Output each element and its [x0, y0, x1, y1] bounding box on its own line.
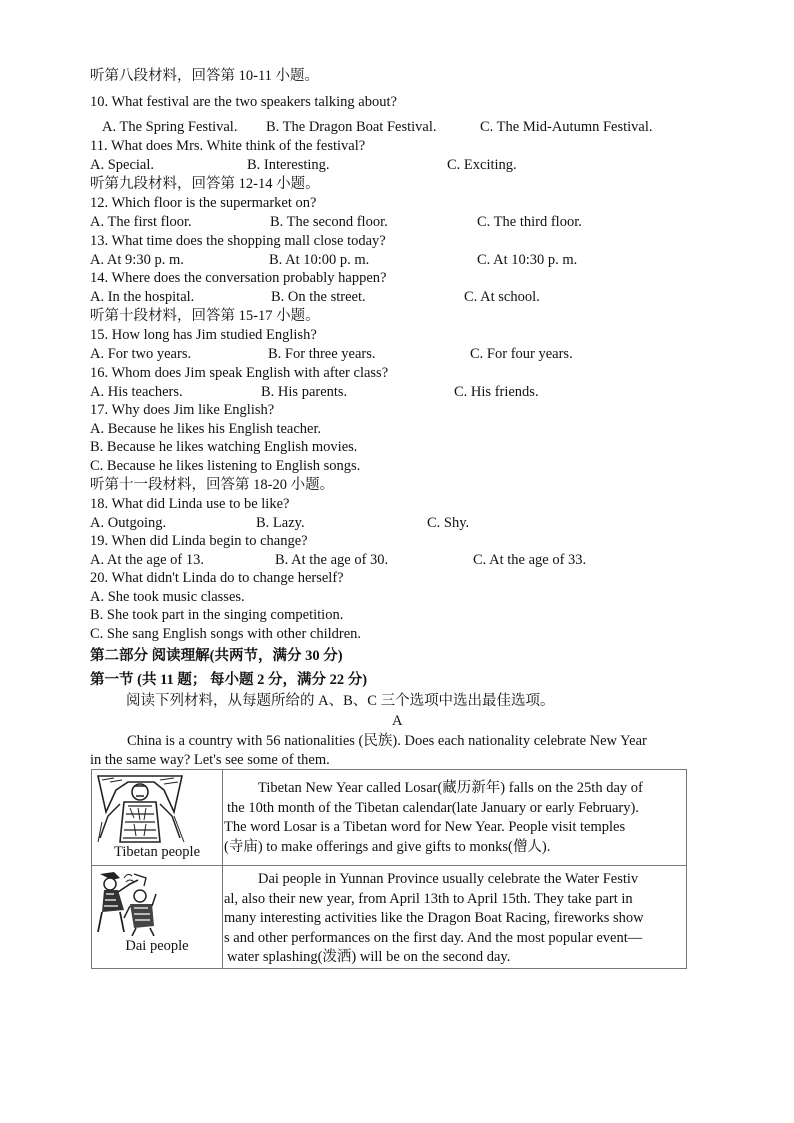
- option-b: B. His parents.: [261, 384, 348, 400]
- question-10: 10. What festival are the two speakers talking about?: [90, 94, 397, 110]
- tibetan-description: [223, 770, 686, 865]
- question-17-option-a: A. Because he likes his English teacher.: [90, 421, 322, 437]
- listening-heading-8: 听第八段材料，回答第 10-11 小题。: [90, 68, 320, 84]
- question-11-options: [90, 156, 730, 174]
- option-b: B. Interesting.: [247, 157, 330, 173]
- question-14-options: [90, 288, 730, 306]
- option-c: C. The third floor.: [477, 214, 582, 230]
- option-a: A. The Spring Festival.: [102, 119, 238, 135]
- option-b: B. On the street.: [271, 289, 366, 305]
- option-a: A. Special.: [90, 157, 155, 173]
- option-c: C. The Mid-Autumn Festival.: [480, 119, 653, 135]
- option-c: C. For four years.: [470, 346, 573, 362]
- tibetan-line-3: The word Losar is a Tibetan word for New Year. People visit temples: [224, 819, 626, 835]
- listening-heading-10: 听第十段材料，回答第 15-17 小题。: [90, 308, 320, 324]
- question-17-option-b: B. Because he likes watching English movies.: [90, 439, 358, 455]
- option-c: C. At the age of 33.: [473, 552, 587, 568]
- dai-figures-illustration: [94, 870, 158, 936]
- question-10-options: [90, 118, 730, 136]
- option-a: A. In the hospital.: [90, 289, 195, 305]
- dai-description: [223, 866, 686, 968]
- listening-heading-9: 听第九段材料，回答第 12-14 小题。: [90, 176, 320, 192]
- option-a: A. At the age of 13.: [90, 552, 204, 568]
- question-16: 16. Whom does Jim speak English with after class?: [90, 365, 389, 381]
- option-b: B. The Dragon Boat Festival.: [266, 119, 437, 135]
- dai-picture-cell: [92, 866, 223, 968]
- option-b: B. Lazy.: [256, 515, 305, 531]
- dai-line-4: s and other performances on the first day. And the most popular event—: [224, 929, 643, 946]
- intro-line-2: in the same way? Let's see some of them.: [90, 752, 330, 768]
- listening-heading-11: 听第十一段材料，回答第 18-20 小题。: [90, 477, 335, 493]
- dai-line-5: water splashing(泼洒) will be on the second day.: [227, 949, 511, 965]
- question-11: 11. What does Mrs. White think of the festival?: [90, 138, 366, 154]
- option-a: A. For two years.: [90, 346, 192, 362]
- option-a: A. The first floor.: [90, 214, 192, 230]
- option-a: A. His teachers.: [90, 384, 183, 400]
- dai-line-2: al, also their new year, from April 13th to April 15th. They take part in: [224, 890, 633, 907]
- section-one-heading: 第一节 (共 11 题； 每小题 2 分，满分 22 分): [90, 672, 368, 688]
- option-c: C. His friends.: [454, 384, 539, 400]
- table-row-tibetan: [92, 770, 686, 866]
- question-17-option-c: C. Because he likes listening to English songs.: [90, 458, 361, 474]
- question-20-option-b: B. She took part in the singing competition.: [90, 607, 344, 623]
- option-b: B. The second floor.: [270, 214, 388, 230]
- tibetan-line-2: the 10th month of the Tibetan calendar(late January or early February).: [227, 799, 639, 816]
- question-15: 15. How long has Jim studied English?: [90, 327, 317, 343]
- question-19-options: [90, 551, 730, 569]
- tibetan-line-4: (寺庙) to make offerings and give gifts to monks(僧人).: [224, 838, 551, 855]
- nationality-table: [91, 769, 687, 969]
- dai-line-3: many interesting activities like the Dragon Boat Racing, fireworks show: [224, 910, 644, 926]
- question-14: 14. Where does the conversation probably happen?: [90, 270, 387, 286]
- passage-letter: A: [392, 713, 403, 729]
- option-b: B. For three years.: [268, 346, 376, 362]
- reading-instructions: 阅读下列材料，从每题所给的 A、B、C 三个选项中选出最佳选项。: [126, 693, 555, 709]
- option-c: C. Exciting.: [447, 157, 517, 173]
- question-20: 20. What didn't Linda do to change herself?: [90, 570, 344, 586]
- tibetan-picture-cell: [92, 770, 223, 865]
- option-b: B. At 10:00 p. m.: [269, 252, 370, 268]
- question-16-options: [90, 383, 730, 401]
- part-two-heading: 第二部分 阅读理解(共两节，满分 30 分): [90, 648, 343, 664]
- question-18-options: [90, 514, 730, 532]
- question-17: 17. Why does Jim like English?: [90, 402, 275, 418]
- question-13-options: [90, 251, 730, 269]
- option-a: A. Outgoing.: [90, 515, 167, 531]
- table-row-dai: [92, 866, 686, 968]
- dai-line-1: Dai people in Yunnan Province usually celebrate the Water Festiv: [258, 871, 639, 887]
- question-12-options: [90, 213, 730, 231]
- question-12: 12. Which floor is the supermarket on?: [90, 195, 317, 211]
- question-18: 18. What did Linda use to be like?: [90, 496, 290, 512]
- question-15-options: [90, 345, 730, 363]
- question-13: 13. What time does the shopping mall close today?: [90, 233, 386, 249]
- option-b: B. At the age of 30.: [275, 552, 389, 568]
- option-c: C. At school.: [464, 289, 540, 305]
- dai-caption: Dai people: [125, 938, 189, 954]
- question-20-option-c: C. She sang English songs with other children.: [90, 626, 362, 642]
- option-c: C. Shy.: [427, 515, 470, 531]
- question-19: 19. When did Linda begin to change?: [90, 533, 308, 549]
- tibetan-line-1: Tibetan New Year called Losar(藏历新年) falls on the 25th day of: [258, 780, 643, 796]
- tibetan-figure-illustration: [94, 772, 186, 844]
- option-c: C. At 10:30 p. m.: [477, 252, 578, 268]
- option-a: A. At 9:30 p. m.: [90, 252, 184, 268]
- intro-line-1: China is a country with 56 nationalities (民族). Does each nationality celebrate New Year: [127, 733, 647, 749]
- question-20-option-a: A. She took music classes.: [90, 589, 245, 605]
- tibetan-caption: Tibetan people: [113, 844, 201, 860]
